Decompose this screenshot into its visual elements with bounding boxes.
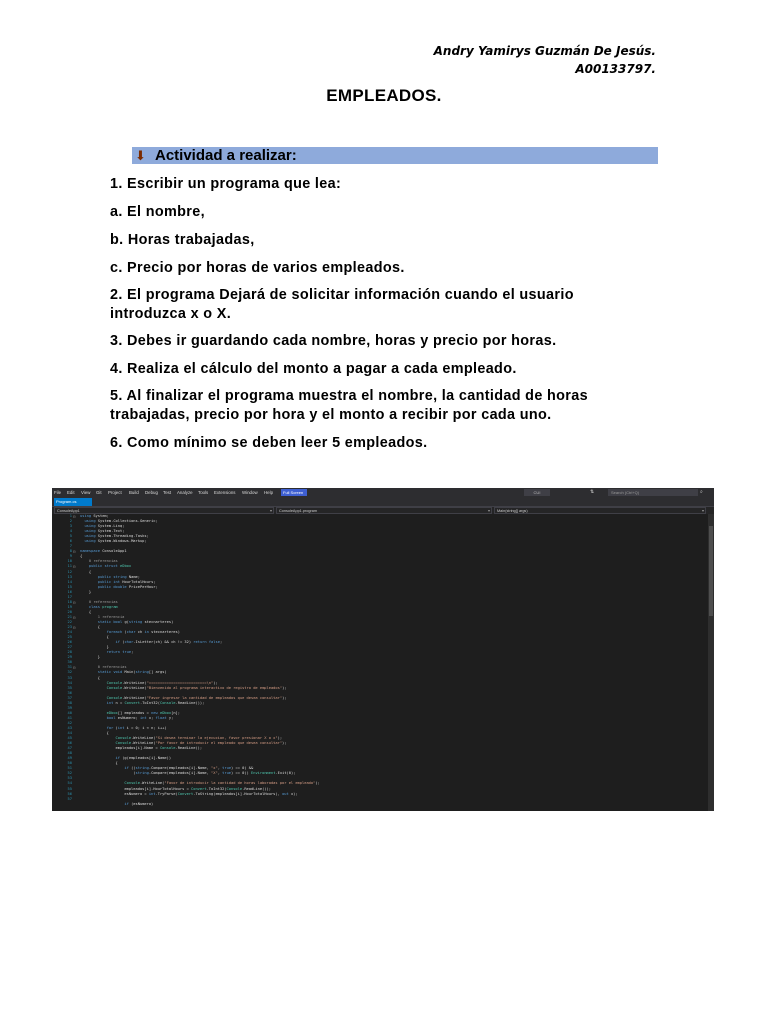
- line-number: 10: [67, 559, 72, 564]
- instruction-2-line2: introduzca x o X.: [110, 306, 232, 322]
- code-editor: [52, 514, 714, 811]
- nav-project: ConsoleApp1 ▾: [54, 507, 274, 514]
- nav-member: Main(string[] args) ▾: [494, 507, 706, 514]
- line-number: 27: [67, 645, 72, 650]
- ide-tabbar: [52, 497, 714, 506]
- line-number: 13: [67, 574, 72, 579]
- line-number: 8: [69, 549, 72, 554]
- line-number: 33: [67, 675, 72, 680]
- line-number: 44: [67, 731, 72, 736]
- tab-program-cs: Program.cs: [54, 498, 92, 506]
- line-number: 29: [67, 655, 72, 660]
- line-number: 30: [67, 660, 72, 665]
- menu-test: Test: [163, 490, 172, 495]
- line-number: 12: [67, 569, 72, 574]
- line-number: 2: [69, 519, 72, 524]
- line-number: 17: [67, 594, 72, 599]
- ide-screenshot: [52, 488, 714, 811]
- menu-project: Project: [108, 490, 122, 495]
- line-number: 16: [67, 589, 72, 594]
- line-number: 3: [69, 524, 72, 529]
- line-number: 15: [67, 584, 72, 589]
- instruction-5-line2: trabajadas, precio por hora y el monto a recibir por cada uno.: [110, 407, 552, 423]
- line-number: 7: [69, 544, 72, 549]
- line-number: 22: [67, 619, 72, 624]
- menu-window: Window: [242, 490, 258, 495]
- author-id: A00133797.: [575, 62, 656, 76]
- instruction-1a: a. El nombre,: [110, 204, 205, 220]
- code-lines: using System; using System.Collections.Generic; using System.Linq; using System.Text; using System.Threading.Tasks; using System.Windows.Markup; namespace ConsoleApp1 { 0 referencias public struct eDbox { public string Name; public int HourTotalHours; public double PricePerHour; } 0 referencias class program { 1 referencia static bool g(string stecnarteres) { foreach (char ch in stecnarteres) { if (char.IsLetter(ch) && ch != 32) return false; } return true; } 0 referencias static void Main(string[] args) { Console.WriteLine("==========================\n"); Console.WriteLine("Bienvenido al programa interactivo de registro de empleados"); Console.WriteLine("Favor ingresar la cantidad de empleados que desea consultar"); int n = Convert.ToInt32(Console.ReadLine()); eDbox[] empleados = new eDbox[n]; bool esNumero; int x; float y; for (int i = 0; i < n; i++) { Console.WriteLine("Si desea terminar la ejecucion, favor presionar X o x"); Console.WriteLine("Por favor de introducir el empleado que desea consultar"); empleados[i].Name = Console.ReadLine(); if (g(empleados[i].Name)) { if ((string.Compare(empleados[i].Name, "x", true) == 0) && (string.Compare(empleados[i].Name, "X", true) == 0)) Environment.Exit(0); Console.WriteLine("Favor de introducir la cantidad de horas laboradas por el empleado"); empleados[i].HourTotalHours = Convert.ToInt32(Console.ReadLine()); esNumero = int.TryParse(Convert.ToString(empleados[i].HourTotalHours), out x); if (esNumero): [80, 514, 320, 806]
- ide-menubar: [52, 488, 714, 497]
- menu-tools: Tools: [198, 490, 209, 495]
- nav-class: ConsoleApp1.program ▾: [276, 507, 492, 514]
- line-number: 32: [67, 670, 72, 675]
- line-number: 48: [67, 751, 72, 756]
- line-number: 56: [67, 791, 72, 796]
- line-number: 4: [69, 529, 72, 534]
- line-number: 26: [67, 640, 72, 645]
- fold-gutter: ⊟ ⊟ ⊟ ⊟ ⊟ ⊟ ⊟: [73, 514, 76, 671]
- instruction-2-line1: 2. El programa Dejará de solicitar información cuando el usuario: [110, 287, 574, 303]
- line-number: 40: [67, 710, 72, 715]
- line-number: 43: [67, 725, 72, 730]
- instruction-1b: b. Horas trabajadas,: [110, 232, 255, 248]
- line-number: 23: [67, 625, 72, 630]
- line-number: 37: [67, 695, 72, 700]
- line-number: 19: [67, 604, 72, 609]
- instruction-6: 6. Como mínimo se deben leer 5 empleados.: [110, 435, 428, 451]
- line-number: 42: [67, 720, 72, 725]
- line-number: 41: [67, 715, 72, 720]
- line-number: 54: [67, 781, 72, 786]
- line-number: 25: [67, 635, 72, 640]
- search-icon: ⌕: [700, 489, 703, 495]
- menu-help: Help: [264, 490, 274, 495]
- line-number: 20: [67, 609, 72, 614]
- fullscreen-badge: Full Screen: [281, 489, 307, 496]
- instruction-5-line1: 5. Al finalizar el programa muestra el nombre, la cantidad de horas: [110, 388, 588, 404]
- line-number: 5: [69, 534, 72, 539]
- activity-heading-bar: [132, 147, 658, 164]
- line-number: 36: [67, 690, 72, 695]
- menu-extensions: Extensions: [214, 490, 236, 495]
- line-number: 34: [67, 680, 72, 685]
- line-number: 9: [69, 554, 72, 559]
- line-number: 57: [67, 796, 72, 801]
- line-number: 52: [67, 771, 72, 776]
- author-name: Andry Yamirys Guzmán De Jesús.: [433, 44, 656, 58]
- menu-debug: Debug: [145, 490, 158, 495]
- line-number: 46: [67, 741, 72, 746]
- feedback-icon: ⇅: [590, 489, 595, 495]
- instruction-1: 1. Escribir un programa que lea:: [110, 176, 342, 192]
- line-number: 31: [67, 665, 72, 670]
- line-number: 45: [67, 736, 72, 741]
- line-number: 55: [67, 786, 72, 791]
- line-number: 18: [67, 599, 72, 604]
- line-number: 21: [67, 614, 72, 619]
- menu-build: Build: [129, 490, 139, 495]
- document-title: EMPLEADOS.: [326, 86, 442, 105]
- config-dropdown: CUI: [524, 489, 550, 496]
- line-number: 14: [67, 579, 72, 584]
- line-number: 38: [67, 700, 72, 705]
- line-number: 51: [67, 766, 72, 771]
- line-number-gutter: [52, 514, 72, 802]
- line-number: 1: [69, 514, 72, 518]
- activity-heading: Actividad a realizar:: [155, 147, 297, 164]
- ide-navbar: [52, 506, 714, 514]
- search-box: Search (Ctrl+Q): [608, 489, 698, 496]
- line-number: 47: [67, 746, 72, 751]
- line-number: 39: [67, 705, 72, 710]
- line-number: 49: [67, 756, 72, 761]
- instruction-4: 4. Realiza el cálculo del monto a pagar a cada empleado.: [110, 361, 517, 377]
- menu-view: View: [81, 490, 91, 495]
- down-arrow-bullet-icon: ⬇: [135, 148, 146, 163]
- line-number: 28: [67, 650, 72, 655]
- line-number: 24: [67, 630, 72, 635]
- line-number: 11: [67, 564, 72, 569]
- menu-analyze: Analyze: [177, 490, 193, 495]
- line-number: 50: [67, 761, 72, 766]
- line-number: 35: [67, 685, 72, 690]
- instruction-3: 3. Debes ir guardando cada nombre, horas y precio por horas.: [110, 333, 557, 349]
- menu-file: File: [54, 490, 62, 495]
- menu-edit: Edit: [67, 490, 75, 495]
- menu-git: Git: [96, 490, 102, 495]
- line-number: 53: [67, 776, 72, 781]
- instruction-1c: c. Precio por horas de varios empleados.: [110, 260, 405, 276]
- vertical-scrollbar: [708, 514, 714, 811]
- line-number: 6: [69, 539, 72, 544]
